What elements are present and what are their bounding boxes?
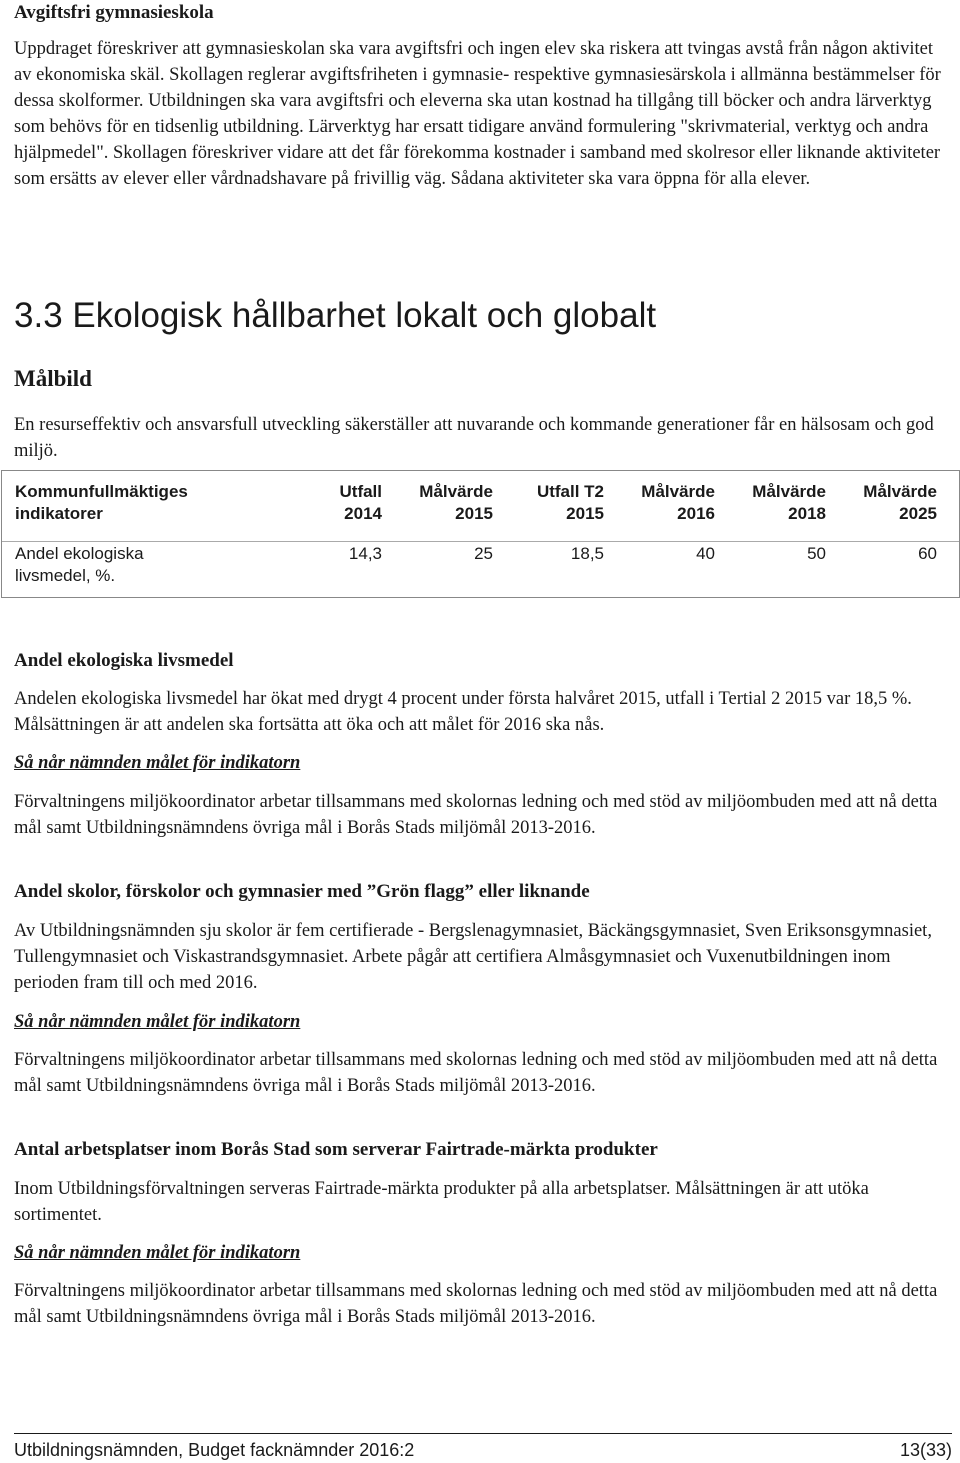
value-malvarde-2018: 50 — [807, 544, 826, 563]
table-header-row — [2, 481, 959, 533]
value-malvarde-2015: 25 — [474, 544, 493, 563]
how-heading-2: Så når nämnden målet för indikatorn — [14, 1012, 301, 1032]
heading-ekologiska-livsmedel: Andel ekologiska livsmedel — [14, 650, 234, 671]
how-paragraph-1: Förvaltningens miljökoordinator arbetar tillsammans med skolornas ledning och med stöd av miljöombuden med att nå detta mål samt Utbildningsnämndens övriga mål i Borås Stads miljömål 2013-2016. — [14, 792, 938, 838]
heading-gron-flagg: Andel skolor, förskolor och gymnasier med ”Grön flagg” eller liknande — [14, 881, 590, 902]
header-utfall-2014: Utfall 2014 — [339, 482, 382, 523]
paragraph-ekologiska-livsmedel: Andelen ekologiska livsmedel har ökat med drygt 4 procent under första halvåret 2015, utfall i Tertial 2 2015 var 18,5 %. Målsättningen är att andelen ska fortsätta att öka och att målet för 2016 ska nås. — [14, 689, 912, 735]
header-utfall-t2-2015: Utfall T2 2015 — [536, 482, 604, 523]
table-row — [2, 543, 959, 593]
indicator-table — [1, 470, 960, 598]
paragraph-fairtrade: Inom Utbildningsförvaltningen serveras Fairtrade-märkta produkter på alla arbetsplatser. Målsättningen är att utöka sortimentet. — [14, 1179, 869, 1225]
value-utfall-2014: 14,3 — [348, 544, 382, 563]
how-paragraph-3: Förvaltningens miljökoordinator arbetar tillsammans med skolornas ledning och med stöd av miljöombuden med att nå detta mål samt Utbildningsnämndens övriga mål i Borås Stads miljömål 2013-2016. — [14, 1281, 938, 1327]
section-heading-3-3: 3.3 Ekologisk hållbarhet lokalt och globalt — [14, 296, 657, 335]
page-footer — [14, 1433, 952, 1460]
section-heading-avgiftsfri: Avgiftsfri gymnasieskola — [14, 2, 214, 23]
page-number: 13(33) — [899, 1440, 952, 1460]
malbild-paragraph: En resurseffektiv och ansvarsfull utveckling säkerställer att nuvarande och kommande generationer får en hälsosam och god miljö. — [14, 415, 934, 461]
paragraph-gron-flagg: Av Utbildningsnämnden sju skolor är fem certifierade - Bergslenagymnasiet, Bäckängsgymnasiet, Sven Eriksonsgymnasiet, Tullengymnasiet och Viskastrandsgymnasiet. Arbete pågår att certifiera Almåsgymnasiet och Vuxenutbildningen inom perioden fram till och med 2016. — [14, 921, 932, 993]
header-malvarde-2016: Målvärde 2016 — [641, 482, 715, 523]
malbild-heading: Målbild — [14, 366, 92, 391]
header-malvarde-2015: Målvärde 2015 — [419, 482, 493, 523]
header-malvarde-2018: Målvärde 2018 — [752, 482, 826, 523]
how-heading-3: Så når nämnden målet för indikatorn — [14, 1243, 301, 1263]
value-malvarde-2016: 40 — [696, 544, 715, 563]
how-paragraph-2: Förvaltningens miljökoordinator arbetar tillsammans med skolornas ledning och med stöd av miljöombuden med att nå detta mål samt Utbildningsnämndens övriga mål i Borås Stads miljömål 2013-2016. — [14, 1050, 938, 1096]
table-divider — [2, 541, 959, 542]
value-malvarde-2025: 60 — [918, 544, 937, 563]
heading-fairtrade: Antal arbetsplatser inom Borås Stad som serverar Fairtrade-märkta produkter — [14, 1139, 658, 1160]
header-indicator: Kommunfullmäktiges indikatorer — [15, 482, 188, 523]
header-malvarde-2025: Målvärde 2025 — [863, 482, 937, 523]
paragraph-avgiftsfri: Uppdraget föreskriver att gymnasieskolan ska vara avgiftsfri och ingen elev ska riskera att tvingas avstå från någon aktivitet av ekonomiska skäl. Skollagen reglerar avgiftsfriheten i gymnasie- respektive gymnasiesärskola i allmänna bestämmelser för dessa skolformer. Utbildningen ska vara avgiftsfri och eleverna ska utan kostnad ha tillgång till böcker och andra lärverktyg som behövs för en tidsenlig utbildning. Lärverktyg har ersatt tidigare använd formulering "skrivmaterial, verktyg och andra hjälpmedel". Skollagen föreskriver vidare att det får förekomma kostnader i samband med skolresor eller liknande aktiviteter som ersätts av elever eller vårdnadshavare på frivillig väg. Sådana aktiviteter ska vara öppna för alla elever. — [14, 39, 941, 189]
row-label: Andel ekologiska livsmedel, %. — [15, 544, 144, 585]
value-utfall-t2-2015: 18,5 — [570, 544, 604, 563]
footer-title: Utbildningsnämnden, Budget facknämnder 2016:2 — [14, 1440, 415, 1460]
how-heading-1: Så når nämnden målet för indikatorn — [14, 753, 301, 773]
